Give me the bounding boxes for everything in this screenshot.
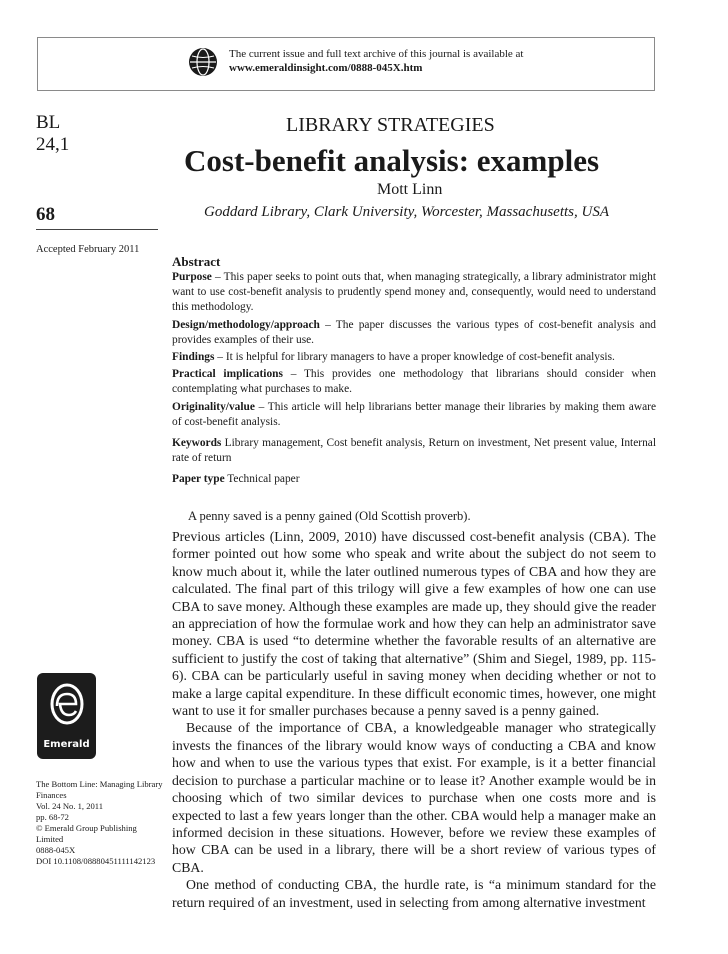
citation-doi[interactable]: DOI 10.1108/08880451111142123: [36, 856, 156, 866]
abstract-findings: Findings – It is helpful for library managers to have a proper knowledge of cost-benefit analysis.: [172, 351, 615, 364]
citation-issn: 0888-045X: [36, 845, 76, 855]
abstract-originality: Originality/value – This article will help librarians better manage their libraries by making them aware of cost-benefit analysis.: [172, 400, 656, 428]
globe-icon: [188, 47, 218, 77]
abstract-body: [172, 270, 656, 490]
abstract-purpose: Purpose – This paper seeks to point outs that, when managing strategically, a library administrator might want to use cost-benefit analysis to prudently spend money and, consequently, would need to understand this methodology.: [172, 271, 656, 314]
body-paragraph-2: Because of the importance of CBA, a knowledgeable manager who strategically invests the finances of the library would know ways of conducting a CBA and know how and when to use the various types that exist. For example, is it a better financial decision to purchase a particular machine or to lease it? Another example would be in choosing which of two similar devices to purchase when one costs more and is expected to last a few years longer than the other. CBA would help a manager make an informed decision in these situations. However, before we review these examples of how CBA can be used in a library, there will be a short review of various types of CBA.: [172, 720, 656, 875]
accepted-date: Accepted February 2011: [36, 244, 140, 255]
abstract-practical: Practical implications – This provides one methodology that librarians should consider when contemplating what purchases to make.: [172, 368, 656, 396]
epigraph: A penny saved is a penny gained (Old Scottish proverb).: [188, 509, 471, 523]
citation-pages: pp. 68-72: [36, 812, 69, 822]
abstract-design: Design/methodology/approach – The paper discusses the various types of cost-benefit analysis and provides examples of their use.: [172, 318, 656, 346]
section-heading: LIBRARY STRATEGIES: [286, 114, 495, 136]
abstract-keywords: Keywords Library management, Cost benefit analysis, Return on investment, Net present value, Internal rate of return: [172, 437, 656, 465]
page-number: 68: [36, 204, 55, 225]
emerald-logo-text: Emerald: [43, 739, 90, 750]
journal-volume-marker: [36, 112, 69, 156]
author-affiliation: Goddard Library, Clark University, Worcester, Massachusetts, USA: [204, 204, 609, 220]
emerald-e-icon: [48, 682, 86, 728]
volume-issue: 24,1: [36, 134, 70, 155]
body-text: [172, 528, 656, 911]
journal-url[interactable]: www.emeraldinsight.com/0888-045X.htm: [229, 62, 423, 74]
article-title: Cost-benefit analysis: examples: [184, 143, 600, 178]
margin-divider: [36, 229, 158, 230]
availability-notice: [229, 47, 523, 75]
citation-block: [36, 779, 166, 867]
author-name: Mott Linn: [377, 181, 443, 198]
body-paragraph-1: Previous articles (Linn, 2009, 2010) have discussed cost-benefit analysis (CBA). The former pointed out how some who speak and write about the subject do not seem to know much about it, while the later outlined numerous types of CBA and how they are calculated. The final part of this trilogy will give a few examples of how one can use CBA to save money. Although these examples are made up, they should give the reader an appreciation of how the formulae work and how they can help an administrator save money. CBA is used “to determine whether the favorable results of an alternative are sufficient to justify the cost of taking that alternative” (Shim and Siegel, 1989, pp. 115-6). CBA can be particularly useful in saving money when deciding whether or not to make a large capital expenditure. In these difficult economic times, however, one might want to use it for smaller purchases because a penny saved is a penny gained.: [172, 529, 656, 719]
availability-line: The current issue and full text archive of this journal is available at: [229, 48, 524, 60]
journal-abbrev: BL: [36, 112, 61, 133]
citation-journal: The Bottom Line: Managing Library Finances: [36, 779, 163, 800]
citation-copyright: © Emerald Group Publishing Limited: [36, 823, 137, 844]
abstract-heading: Abstract: [172, 254, 221, 269]
abstract-paper-type: Paper type Technical paper: [172, 473, 300, 486]
body-paragraph-3: One method of conducting CBA, the hurdle rate, is “a minimum standard for the return required of an investment, used in selecting from among alternative investment: [172, 877, 656, 910]
citation-volume: Vol. 24 No. 1, 2011: [36, 801, 104, 811]
